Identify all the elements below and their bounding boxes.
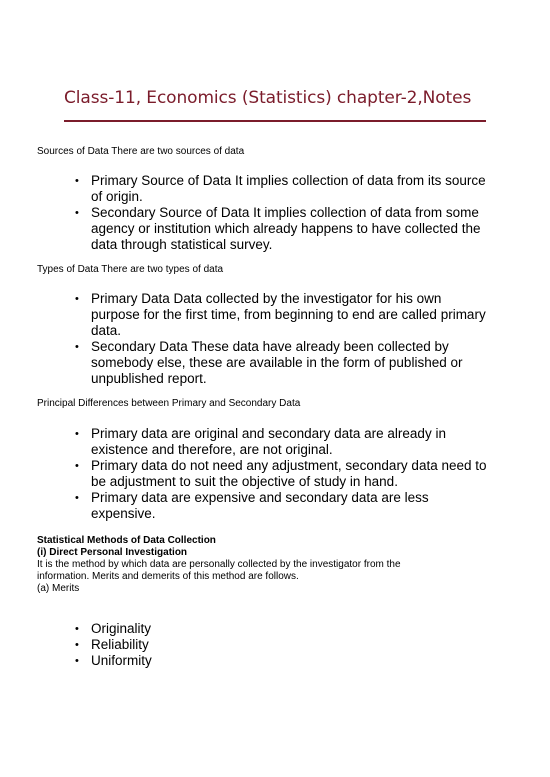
bullet-icon: • <box>75 175 79 187</box>
sources-list <box>73 173 488 253</box>
list-item <box>73 291 488 339</box>
bullet-icon: • <box>75 293 79 305</box>
bullet-icon: • <box>75 341 79 353</box>
bullet-icon: • <box>75 492 79 504</box>
types-list <box>73 291 488 387</box>
methods-paragraph-line1: It is the method by which data are personally collected by the investigator from the <box>37 559 401 570</box>
list-item <box>73 426 488 458</box>
bullet-icon: • <box>75 623 79 635</box>
list-item-text: Secondary Source of Data It implies collection of data from some agency or institution which already happens to have collected the data through statistical survey. <box>91 205 481 252</box>
list-item-text: Primary data do not need any adjustment, secondary data need to be adjustment to suit the objective of study in hand. <box>91 458 487 489</box>
list-item-text: Primary Source of Data It implies collection of data from its source of origin. <box>91 173 486 204</box>
list-item <box>73 339 488 387</box>
list-item <box>73 490 488 522</box>
list-item <box>73 653 488 669</box>
list-item <box>73 621 488 637</box>
page-title: Class-11, Economics (Statistics) chapter-2,Notes <box>64 88 472 108</box>
differences-intro: Principal Differences between Primary and Secondary Data <box>37 398 301 409</box>
merits-label: (a) Merits <box>37 583 80 594</box>
list-item-text: Reliability <box>91 637 149 652</box>
list-item-text: Originality <box>91 621 152 636</box>
differences-list <box>73 426 488 522</box>
bullet-icon: • <box>75 207 79 219</box>
list-item <box>73 637 488 653</box>
list-item-text: Primary data are original and secondary data are already in existence and therefore, are not original. <box>91 426 446 457</box>
list-item <box>73 173 488 205</box>
sources-intro: Sources of Data There are two sources of data <box>37 146 245 157</box>
list-item-text: Primary data are expensive and secondary data are less expensive. <box>91 490 429 521</box>
list-item <box>73 458 488 490</box>
list-item <box>73 205 488 253</box>
bullet-icon: • <box>75 655 79 667</box>
methods-subheading: (i) Direct Personal Investigation <box>37 547 188 558</box>
list-item-text: Primary Data Data collected by the investigator for his own purpose for the first time, from beginning to end are called primary data. <box>91 291 486 338</box>
bullet-icon: • <box>75 428 79 440</box>
methods-heading: Statistical Methods of Data Collection <box>37 535 216 546</box>
types-intro: Types of Data There are two types of data <box>37 264 224 275</box>
merits-list <box>73 621 488 669</box>
bullet-icon: • <box>75 639 79 651</box>
bullet-icon: • <box>75 460 79 472</box>
methods-paragraph-line2: information. Merits and demerits of this method are follows. <box>37 571 299 582</box>
list-item-text: Uniformity <box>91 653 152 668</box>
list-item-text: Secondary Data These data have already been collected by somebody else, these are available in the form of published or unpublished report. <box>91 339 463 386</box>
title-underline <box>64 120 486 122</box>
